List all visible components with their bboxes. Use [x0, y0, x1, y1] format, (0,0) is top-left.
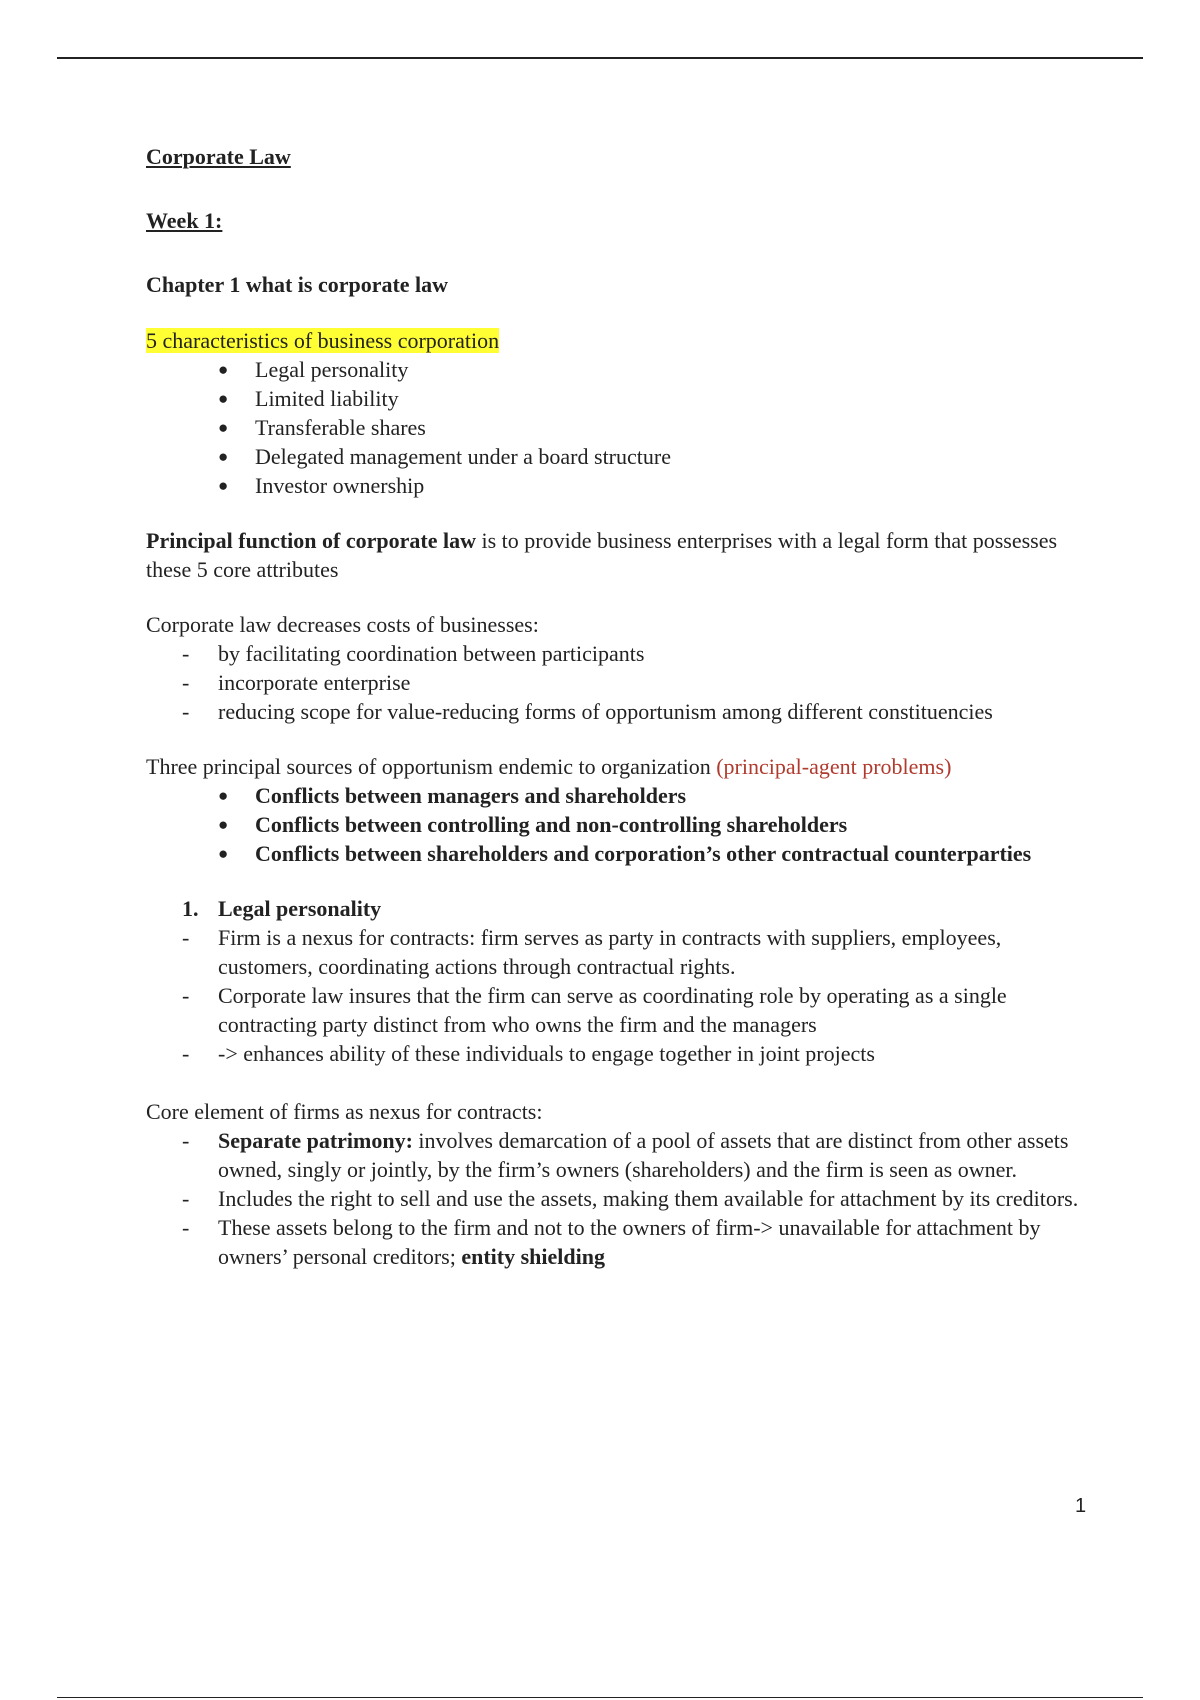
section-number: 1.	[182, 896, 199, 921]
assets-text: These assets belong to the firm and not to the owners of firm-> unavailable for attachment by owners’ personal creditors;	[218, 1215, 1041, 1269]
legal-personality-list	[146, 923, 1096, 1068]
characteristics-heading	[146, 326, 1096, 355]
list-item: ● Legal personality	[146, 355, 1096, 384]
list-item: ● Conflicts between managers and shareholders	[146, 781, 1096, 810]
list-item: ● Conflicts between shareholders and corporation’s other contractual counterparties	[146, 839, 1096, 868]
principal-function-text: is to provide business enterprises with a legal form that possesses these 5 core attributes	[146, 528, 1058, 582]
list-item: - by facilitating coordination between participants	[146, 639, 1096, 668]
principal-function-bold: Principal function of corporate law	[146, 528, 476, 553]
week-heading: Week 1:	[146, 208, 223, 233]
decreases-costs-list	[146, 639, 1096, 726]
opportunism-intro-text: Three principal sources of opportunism endemic to organization	[146, 754, 717, 779]
list-item: - Firm is a nexus for contracts: firm serves as party in contracts with suppliers, employees, customers, coordinating actions through contractual rights.	[146, 923, 1096, 981]
principal-agent-note: (principal-agent problems)	[716, 754, 952, 779]
list-item: ● Investor ownership	[146, 471, 1096, 500]
separate-patrimony-term: Separate patrimony:	[218, 1128, 413, 1153]
opportunism-intro	[146, 752, 1096, 781]
list-item: - incorporate enterprise	[146, 668, 1096, 697]
list-item: - -> enhances ability of these individuals to engage together in joint projects	[146, 1039, 1096, 1068]
decreases-costs-intro: Corporate law decreases costs of businesses:	[146, 612, 539, 637]
list-item: ● Conflicts between controlling and non-controlling shareholders	[146, 810, 1096, 839]
list-item: ● Transferable shares	[146, 413, 1096, 442]
list-item: - Includes the right to sell and use the assets, making them available for attachment by its creditors.	[146, 1184, 1096, 1213]
separate-patrimony-text: involves demarcation of a pool of assets that are distinct from other assets owned, singly or jointly, by the firm’s owners (shareholders) and the firm is seen as owner.	[218, 1128, 1069, 1182]
list-item: ● Delegated management under a board structure	[146, 442, 1096, 471]
document-title: Corporate Law	[146, 144, 291, 169]
legal-personality-heading	[146, 894, 1096, 923]
principal-function-paragraph	[146, 526, 1096, 584]
list-item	[146, 1126, 1096, 1184]
core-element-intro: Core element of firms as nexus for contracts:	[146, 1099, 543, 1124]
chapter-heading: Chapter 1 what is corporate law	[146, 272, 449, 297]
list-item: - Corporate law insures that the firm can serve as coordinating role by operating as a single contracting party distinct from who owns the firm and the managers	[146, 981, 1096, 1039]
page-number: 1	[1075, 1495, 1087, 1517]
core-element-list	[146, 1126, 1096, 1271]
list-item: - reducing scope for value-reducing forms of opportunism among different constituencies	[146, 697, 1096, 726]
list-item: ● Limited liability	[146, 384, 1096, 413]
opportunism-list	[146, 781, 1096, 868]
bottom-rule	[57, 1697, 1143, 1698]
list-item	[146, 1213, 1096, 1271]
highlighted-heading: 5 characteristics of business corporation	[146, 328, 500, 353]
document-body	[146, 142, 1096, 1271]
characteristics-list	[146, 355, 1096, 500]
entity-shielding-term: entity shielding	[461, 1244, 605, 1269]
section-title: Legal personality	[218, 896, 382, 921]
top-rule	[57, 57, 1143, 59]
